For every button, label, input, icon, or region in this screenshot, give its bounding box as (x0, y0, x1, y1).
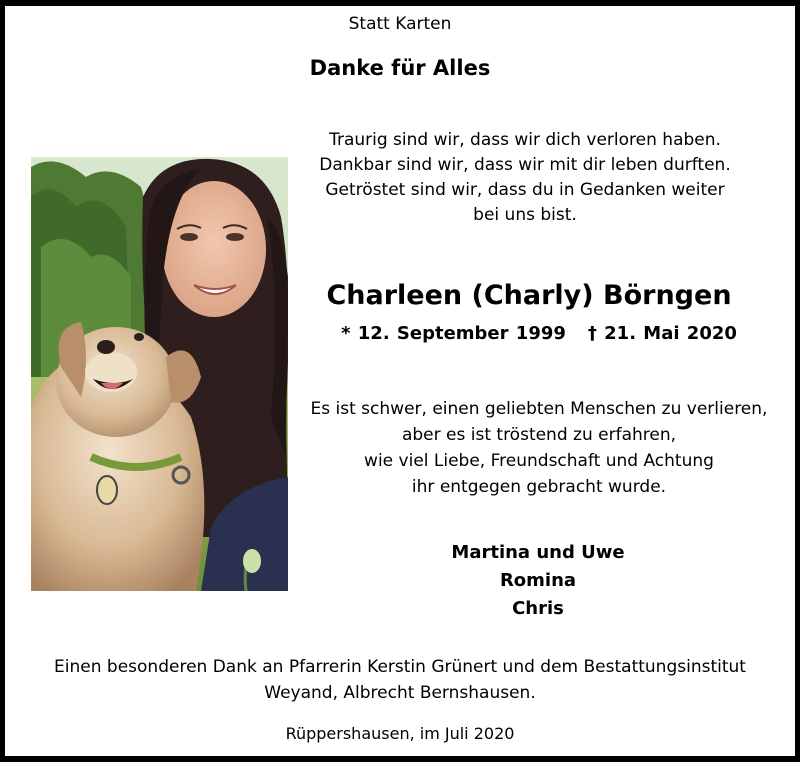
quote (300, 396, 778, 500)
thanks-line: Weyand, Albrecht Bernshausen. (264, 683, 536, 703)
poem-line: Dankbar sind wir, dass wir mit dir leben durften. (319, 155, 731, 175)
poem (300, 128, 750, 228)
portrait-photo (31, 157, 288, 591)
deceased-name: Charleen (Charly) Börngen (326, 280, 732, 311)
quote-line: Es ist schwer, einen geliebten Menschen zu verlieren, (310, 399, 768, 419)
header-text: Statt Karten (348, 14, 452, 34)
life-dates (300, 323, 778, 344)
family-name: Chris (512, 598, 564, 619)
family-name: Martina und Uwe (451, 542, 625, 563)
title-text: Danke für Alles (309, 56, 491, 80)
poem-line: Getröstet sind wir, dass du in Gedanken weiter (325, 180, 725, 200)
place-date: Rüppershausen, im Juli 2020 (285, 724, 515, 743)
quote-line: aber es ist tröstend zu erfahren, (401, 425, 677, 445)
quote-line: wie viel Liebe, Freundschaft und Achtung (364, 451, 714, 471)
thanks-line: Einen besonderen Dank an Pfarrerin Kerstin Grünert und dem Bestattungsinstitut (54, 657, 746, 677)
quote-line: ihr entgegen gebracht wurde. (411, 477, 667, 497)
family-name: Romina (499, 570, 577, 591)
poem-line: bei uns bist. (473, 205, 577, 225)
death-date: † 21. Mai 2020 (587, 323, 737, 344)
birth-date: * 12. September 1999 (341, 323, 566, 344)
poem-line: Traurig sind wir, dass wir dich verloren haben. (329, 130, 721, 150)
thanks-text (20, 654, 780, 706)
family-names (400, 539, 676, 623)
